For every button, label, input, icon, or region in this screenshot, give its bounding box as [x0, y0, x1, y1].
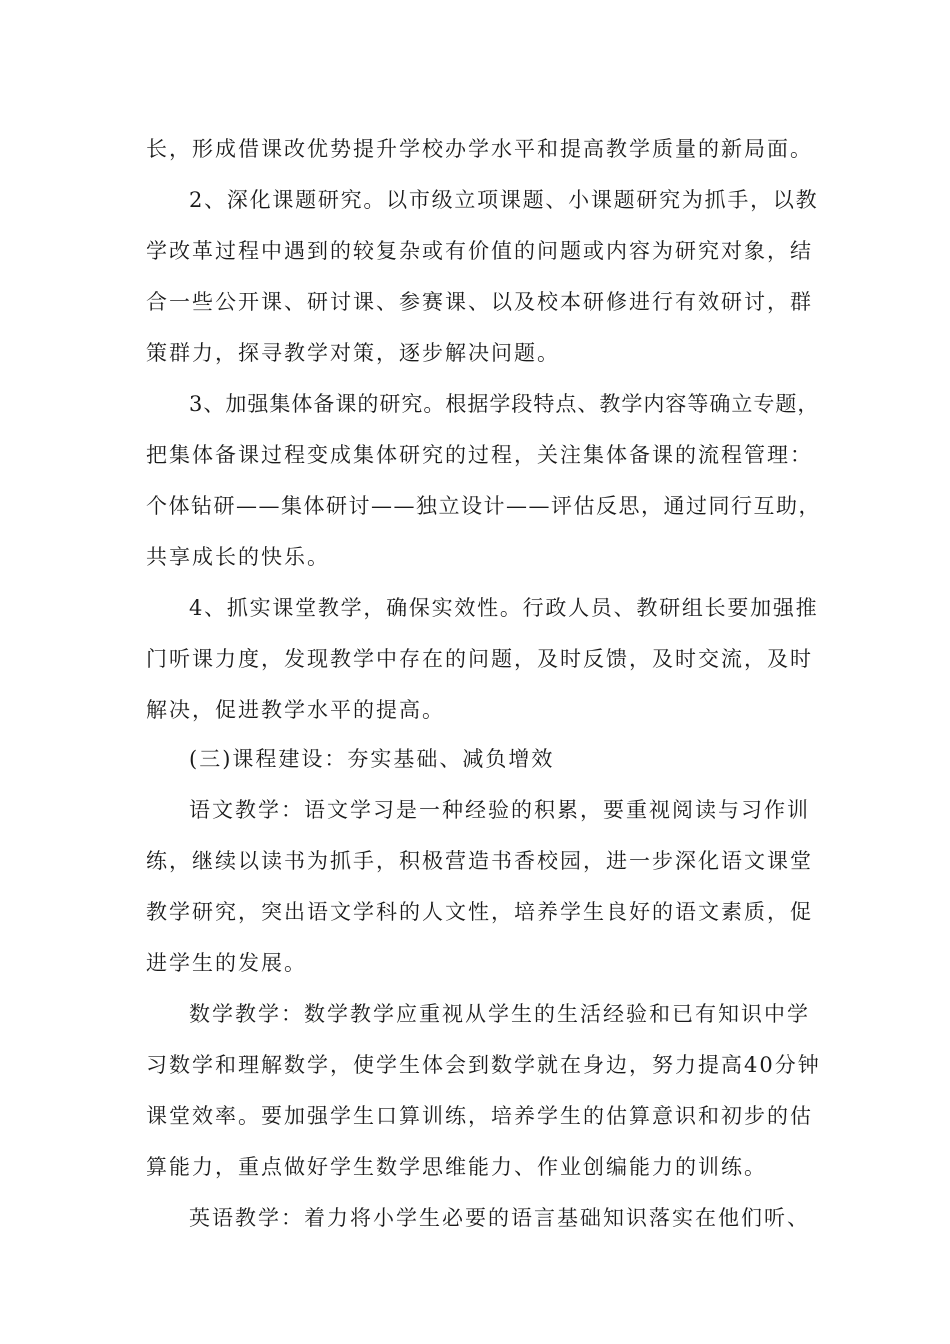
- text-line-15: 练，继续以读书为抓手，积极营造书香校园，进一步深化语文课堂: [146, 849, 813, 873]
- text-line-12: 解决，促进教学水平的提高。: [146, 698, 445, 722]
- text-line-16: 教学研究，突出语文学科的人文性，培养学生良好的语文素质，促: [146, 900, 813, 924]
- text-line-2: 2、深化课题研究。以市级立项课题、小课题研究为抓手，以教: [189, 188, 819, 212]
- text-line-5: 策群力，探寻教学对策，逐步解决问题。: [146, 341, 560, 365]
- text-line-3: 学改革过程中遇到的较复杂或有价值的问题或内容为研究对象，结: [146, 239, 813, 263]
- text-line-19: 习数学和理解数学，使学生体会到数学就在身边，努力提高40分钟: [146, 1053, 821, 1077]
- text-line-6: 3、加强集体备课的研究。根据学段特点、教学内容等确立专题，: [189, 392, 820, 416]
- text-line-18: 数学教学：数学教学应重视从学生的生活经验和已有知识中学: [189, 1002, 810, 1026]
- text-line-21: 算能力，重点做好学生数学思维能力、作业创编能力的训练。: [146, 1155, 767, 1179]
- text-line-22: 英语教学：着力将小学生必要的语言基础知识落实在他们听、: [189, 1206, 810, 1230]
- text-line-4: 合一些公开课、研讨课、参赛课、以及校本研修进行有效研讨，群: [146, 290, 813, 314]
- text-line-9: 共享成长的快乐。: [146, 545, 330, 569]
- text-line-17: 进学生的发展。: [146, 951, 307, 975]
- text-line-7: 把集体备课过程变成集体研究的过程，关注集体备课的流程管理：: [146, 443, 813, 467]
- text-line-20: 课堂效率。要加强学生口算训练，培养学生的估算意识和初步的估: [146, 1104, 813, 1128]
- text-line-14: 语文教学：语文学习是一种经验的积累，要重视阅读与习作训: [189, 798, 810, 822]
- section-heading: (三)课程建设：夯实基础、减负增效: [189, 747, 555, 771]
- text-line-1: 长，形成借课改优势提升学校办学水平和提高教学质量的新局面。: [146, 137, 813, 161]
- text-line-11: 门听课力度，发现教学中存在的问题，及时反馈，及时交流，及时: [146, 647, 813, 671]
- text-line-8: 个体钻研——集体研讨——独立设计——评估反思，通过同行互助，: [146, 494, 821, 518]
- text-line-10: 4、抓实课堂教学，确保实效性。行政人员、教研组长要加强推: [189, 596, 819, 620]
